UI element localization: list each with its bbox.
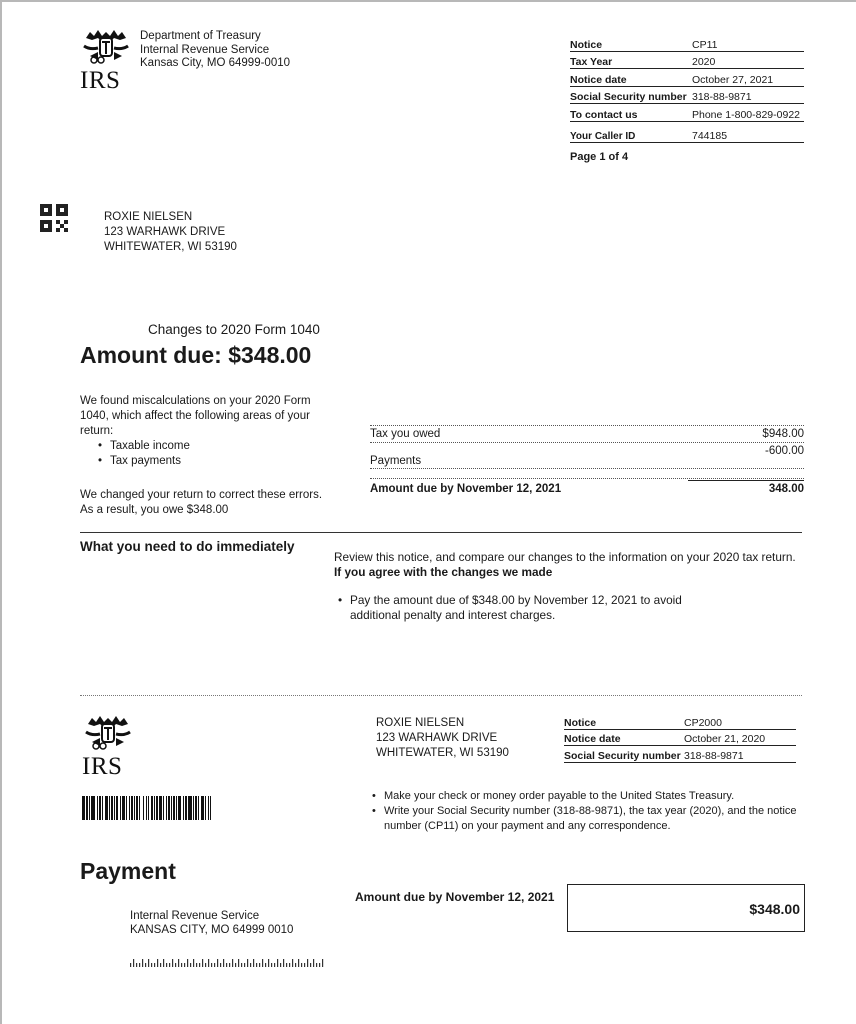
postal-bar (130, 963, 131, 967)
amount-enclosed-box (567, 884, 805, 932)
postal-bar (175, 963, 176, 967)
postal-bar (271, 963, 272, 967)
postal-bar (256, 963, 257, 967)
postal-bar (232, 959, 233, 967)
voucher-ssn-row (564, 746, 796, 763)
voucher-instructions (368, 789, 798, 834)
ssn-label: Social Security number (570, 91, 687, 103)
tax-year-row (570, 52, 804, 70)
postal-bar (238, 959, 239, 967)
postal-barcode (130, 956, 326, 974)
recipient-name: ROXIE NIELSEN (104, 211, 193, 223)
voucher-due-value: $348.00 (749, 901, 800, 917)
affected-areas-list (80, 439, 320, 469)
qr-code-icon (40, 204, 68, 232)
contact-label: To contact us (570, 108, 638, 121)
irs-eagle-icon (82, 714, 134, 750)
voucher-irs-logo (82, 714, 134, 781)
irs-mailing-address (130, 910, 293, 937)
postal-bar (292, 959, 293, 967)
section-rule (80, 532, 802, 533)
voucher-recipient (376, 716, 509, 761)
postal-bar (169, 963, 170, 967)
notice-info-table (570, 34, 804, 163)
voucher-recipient-city: WHITEWATER, WI 53190 (376, 747, 509, 759)
voucher-recipient-street: 123 WARHAWK DRIVE (376, 732, 498, 744)
voucher-notice-date-value: October 21, 2020 (684, 733, 766, 745)
postal-bar (157, 959, 158, 967)
postal-bar (160, 963, 161, 967)
postal-bar (265, 963, 266, 967)
postal-bar (166, 963, 167, 967)
postal-bar (163, 959, 164, 967)
tax-owed-value: $948.00 (762, 428, 804, 440)
postal-bar (220, 963, 221, 967)
postal-bar (259, 963, 260, 967)
postal-bar (277, 959, 278, 967)
contact-row (570, 104, 804, 122)
postal-bar (142, 959, 143, 967)
postal-bar (250, 963, 251, 967)
postal-bar (214, 963, 215, 967)
irs-logo (80, 28, 132, 95)
agree-heading: If you agree with the changes we made (334, 565, 553, 579)
list-item: • Make your check or money order payable to the United States Treasury. (368, 789, 798, 804)
postal-bar (178, 959, 179, 967)
sender-department: Department of Treasury (140, 30, 261, 42)
postal-bar (190, 963, 191, 967)
postal-bar (193, 959, 194, 967)
tax-year-value: 2020 (692, 56, 716, 68)
postal-bar (154, 963, 155, 967)
postal-bar (187, 959, 188, 967)
postal-bar (304, 963, 305, 967)
voucher-recipient-name: ROXIE NIELSEN (376, 717, 465, 729)
list-item: • Tax payments (94, 454, 320, 469)
postal-bar (151, 963, 152, 967)
ssn-row (570, 87, 804, 105)
amounts-divider (370, 478, 804, 479)
recipient-address (104, 210, 237, 255)
postal-bar (205, 963, 206, 967)
list-item: • Pay the amount due of $348.00 by November 12, 2021 to avoid additional penalty and interest charges. (334, 593, 734, 623)
postal-bar (208, 959, 209, 967)
list-item: • Taxable income (94, 439, 320, 454)
postal-bar (145, 963, 146, 967)
postal-bar (280, 963, 281, 967)
irs-name: Internal Revenue Service (130, 910, 260, 922)
postal-bar (184, 963, 185, 967)
notice-value: CP11 (692, 38, 718, 51)
postal-bar (295, 963, 296, 967)
postal-bar (307, 959, 308, 967)
amount-due-title: Amount due: $348.00 (80, 342, 312, 368)
postal-bar (196, 963, 197, 967)
amount-due-row (370, 483, 804, 495)
amounts-divider (370, 442, 804, 443)
tear-off-line (80, 695, 802, 696)
postal-bar (136, 963, 137, 967)
postal-barcode-icon (130, 959, 326, 969)
contact-value: Phone 1-800-829-0922 (692, 108, 801, 121)
voucher-info-table (564, 715, 796, 763)
voucher-notice-date-label: Notice date (564, 733, 621, 745)
sender-agency: Internal Revenue Service (140, 43, 270, 56)
sender-city: Kansas City, MO 64999-0010 (140, 57, 291, 69)
postal-bar (229, 963, 230, 967)
review-text: Review this notice, and compare our changes to the information on your 2020 tax return. (334, 550, 796, 564)
postal-bar (247, 959, 248, 967)
postal-bar (223, 959, 224, 967)
barcode-bar (211, 796, 213, 820)
postal-bar (199, 963, 200, 967)
postal-bar (253, 959, 254, 967)
summary-conclusion: We changed your return to correct these errors. As a result, you owe $348.00 (80, 489, 323, 516)
payments-value: -600.00 (764, 445, 804, 457)
postal-bar (289, 963, 290, 967)
amount-due-value: 348.00 (768, 483, 804, 495)
postal-bar (244, 963, 245, 967)
notice-date-label: Notice date (570, 73, 627, 86)
qr-code (40, 204, 68, 237)
postal-bar (241, 963, 242, 967)
notice-date-row (570, 69, 804, 87)
sender-address (140, 30, 290, 71)
postal-bar (139, 963, 140, 967)
voucher-notice-label: Notice (564, 717, 597, 729)
postal-bar (310, 963, 311, 967)
postal-bar (283, 959, 284, 967)
list-item: • Write your Social Security number (318-88-9871), the tax year (2020), and the notice number (CP11) on your payment and any correspondence. (368, 804, 798, 834)
recipient-street: 123 WARHAWK DRIVE (104, 226, 226, 238)
tax-owed-label: Tax you owed (370, 428, 441, 440)
postal-bar (262, 959, 263, 967)
postal-bar (211, 963, 212, 967)
changes-subtitle: Changes to 2020 Form 1040 (148, 322, 320, 337)
payment-instructions-list (334, 593, 734, 623)
irs-address: KANSAS CITY, MO 64999 0010 (130, 923, 294, 936)
postal-bar (235, 963, 236, 967)
postal-bar (226, 963, 227, 967)
postal-bar (202, 959, 203, 967)
postal-bar (313, 959, 314, 967)
postal-bar (172, 959, 173, 967)
voucher-due-label: Amount due by November 12, 2021 (355, 890, 555, 904)
irs-logo-text: IRS (82, 753, 123, 780)
tax-year-label: Tax Year (570, 56, 613, 68)
summary-text (80, 394, 320, 469)
notice-date-value: October 27, 2021 (692, 73, 774, 86)
caller-id-row (570, 122, 804, 143)
payment-heading: Payment (80, 858, 176, 884)
recipient-city: WHITEWATER, WI 53190 (104, 241, 237, 253)
amounts-divider (370, 468, 804, 469)
amounts-top-divider (370, 425, 804, 426)
postal-bar (181, 963, 182, 967)
action-body (334, 550, 804, 623)
tax-owed-row (370, 428, 804, 440)
notice-label: Notice (570, 38, 603, 51)
irs-eagle-icon (80, 28, 132, 64)
page-number: Page 1 of 4 (570, 150, 629, 163)
postal-bar (316, 963, 317, 967)
postal-bar (217, 959, 218, 967)
summary-intro: We found miscalculations on your 2020 Form 1040, which affect the following areas of your return: (80, 395, 311, 437)
payment-barcode (82, 796, 348, 820)
notice-row (570, 34, 804, 52)
postal-bar (319, 963, 320, 967)
postal-bar (148, 959, 149, 967)
payments-label: Payments (370, 455, 422, 467)
caller-id-value: 744185 (692, 129, 728, 142)
voucher-ssn-value: 318-88-9871 (684, 750, 744, 762)
amount-due-label: Amount due by November 12, 2021 (370, 483, 562, 495)
voucher-notice-value: CP2000 (684, 717, 722, 729)
postal-bar (322, 959, 323, 967)
postal-bar (301, 963, 302, 967)
total-underline (688, 480, 804, 481)
payments-label-row (370, 455, 730, 467)
caller-id-label: Your Caller ID (570, 130, 636, 142)
voucher-notice-date-row (564, 730, 796, 746)
postal-bar (274, 963, 275, 967)
postal-bar (286, 963, 287, 967)
postal-bar (268, 959, 269, 967)
irs-logo-text: IRS (80, 67, 121, 94)
voucher-notice-row (564, 715, 796, 730)
voucher-ssn-label: Social Security number (564, 750, 681, 762)
ssn-value: 318-88-9871 (692, 91, 752, 103)
postal-bar (133, 959, 134, 967)
action-heading: What you need to do immediately (80, 539, 295, 554)
postal-bar (298, 959, 299, 967)
